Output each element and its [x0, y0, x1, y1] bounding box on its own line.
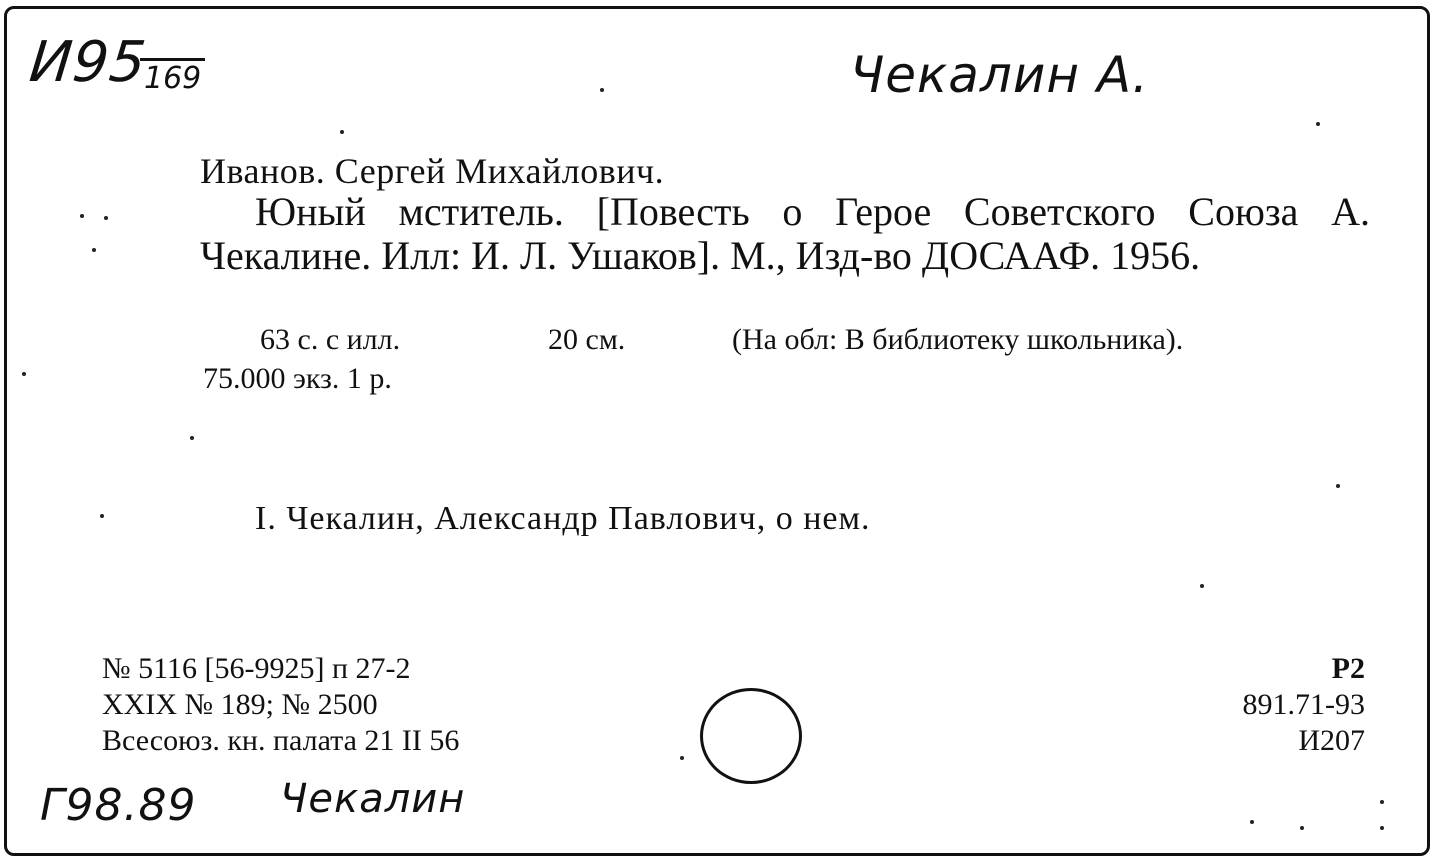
registration-line-1: № 5116 [56-9925] п 27-2: [102, 652, 411, 685]
dust-speck: [1300, 826, 1304, 830]
dust-speck: [600, 88, 604, 92]
dust-speck: [22, 372, 26, 376]
edition-info: 75.000 экз. 1 р.: [203, 362, 392, 395]
subject-heading: I. Чекалин, Александр Павлович, о нем.: [255, 500, 871, 537]
stamp-circle: [700, 688, 802, 784]
handwritten-bottom-code: Г98.89: [40, 780, 197, 831]
handwritten-shelf-code: И95: [26, 30, 150, 95]
dust-speck: [1200, 584, 1204, 588]
dust-speck: [1250, 820, 1254, 824]
classification-line-1: Р2: [1331, 652, 1365, 685]
dust-speck: [680, 756, 684, 760]
dust-speck: [340, 130, 344, 134]
dust-speck: [1380, 800, 1384, 804]
entry-heading: Иванов. Сергей Михайлович.: [200, 151, 665, 191]
entry-description: Юный мститель. [Повесть о Герое Советского Союза А. Чекалине. Илл: И. Л. Ушаков]. М., Изд-во ДОСААФ. 1956.: [200, 189, 1370, 278]
collation-pages: 63 с. с илл.: [260, 323, 401, 356]
classification-line-2: 891.71-93: [1242, 688, 1365, 721]
registration-line-2: XXIX № 189; № 2500: [102, 688, 378, 721]
collation-size: 20 см.: [548, 323, 626, 356]
dust-speck: [92, 248, 96, 252]
dust-speck: [190, 436, 194, 440]
dust-speck: [1380, 826, 1384, 830]
collation-series: (На обл: В библиотеку школьника).: [732, 323, 1184, 356]
registration-line-3: Всесоюз. кн. палата 21 II 56: [102, 724, 460, 757]
dust-speck: [100, 514, 104, 518]
dust-speck: [1336, 484, 1340, 488]
dust-speck: [80, 214, 84, 218]
handwritten-bottom-name: Чекалин: [280, 776, 466, 822]
handwritten-shelf-code-sub: 169: [140, 58, 205, 96]
dust-speck: [104, 216, 108, 220]
classification-line-3: И207: [1298, 724, 1365, 757]
handwritten-author-note: Чекалин А.: [850, 46, 1150, 104]
dust-speck: [1316, 122, 1320, 126]
